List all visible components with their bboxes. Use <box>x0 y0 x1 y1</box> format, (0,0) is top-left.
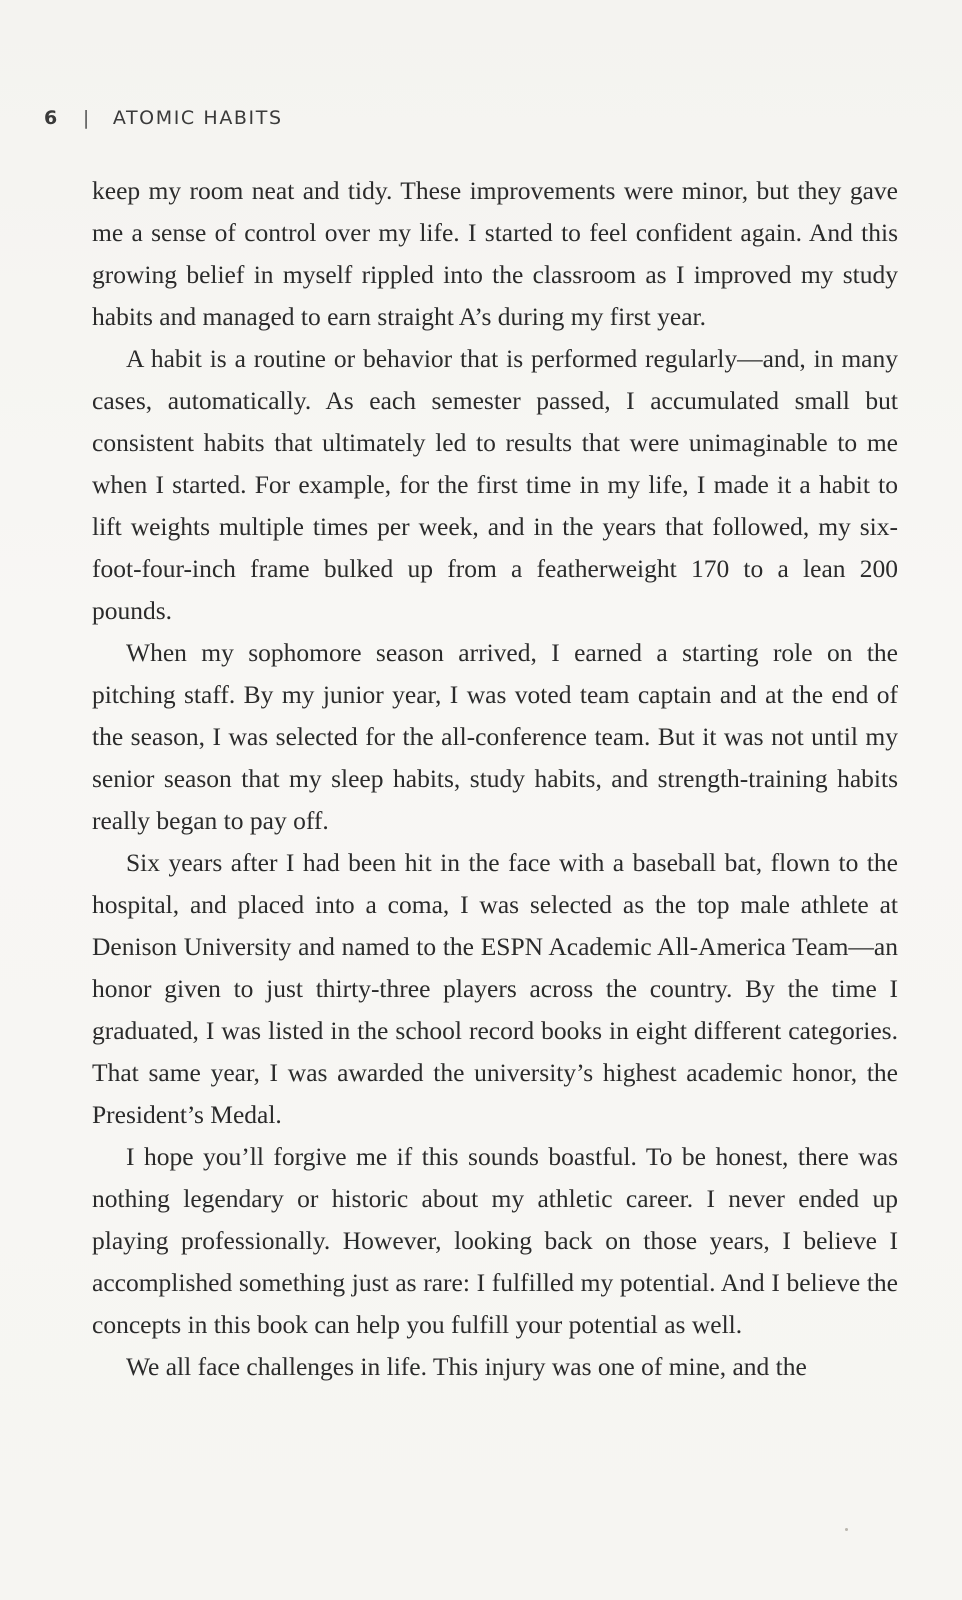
body-text <box>92 170 898 1388</box>
paragraph: When my sophomore season arrived, I earned a starting role on the pitching staff. By my junior year, I was voted team captain and at the end of the season, I was selected for the all-conference team. But it was not until my senior season that my sleep habits, study habits, and strength-training habits really began to pay off. <box>92 638 898 835</box>
paragraph-continued: keep my room neat and tidy. These improvements were minor, but they gave me a sense of control over my life. I started to feel confident again. And this growing belief in myself rippled into the classroom as I improved my study habits and managed to earn straight A’s during my first year. <box>92 176 898 331</box>
header-separator: | <box>82 107 91 129</box>
paragraph: A habit is a routine or behavior that is performed regularly—and, in many cases, automatically. As each semester passed, I accumulated small but consistent habits that ultimately led to results that were unimaginable to me when I started. For example, for the first time in my life, I made it a habit to lift weights multiple times per week, and in the years that followed, my six-foot-four-inch frame bulked up from a featherweight 170 to a lean 200 pounds. <box>92 344 898 625</box>
running-head <box>44 107 283 129</box>
paragraph: I hope you’ll forgive me if this sounds boastful. To be honest, there was nothing legendary or historic about my athletic career. I never ended up playing professionally. However, looking back on those years, I believe I accomplished something just as rare: I fulfilled my potential. And I believe the concepts in this book can help you fulfill your potential as well. <box>92 1142 898 1339</box>
page-number: 6 <box>44 107 59 129</box>
paragraph: Six years after I had been hit in the face with a baseball bat, flown to the hospital, and placed into a coma, I was selected as the top male athlete at Denison University and named to the ESPN Academic All-America Team—an honor given to just thirty-three players across the country. By the time I graduated, I was listed in the school record books in eight different categories. That same year, I was awarded the university’s highest academic honor, the President’s Medal. <box>92 848 898 1129</box>
paper-speck <box>845 1528 848 1531</box>
paragraph-last: We all face challenges in life. This injury was one of mine, and the <box>126 1352 807 1381</box>
book-title: ATOMIC HABITS <box>112 107 283 129</box>
